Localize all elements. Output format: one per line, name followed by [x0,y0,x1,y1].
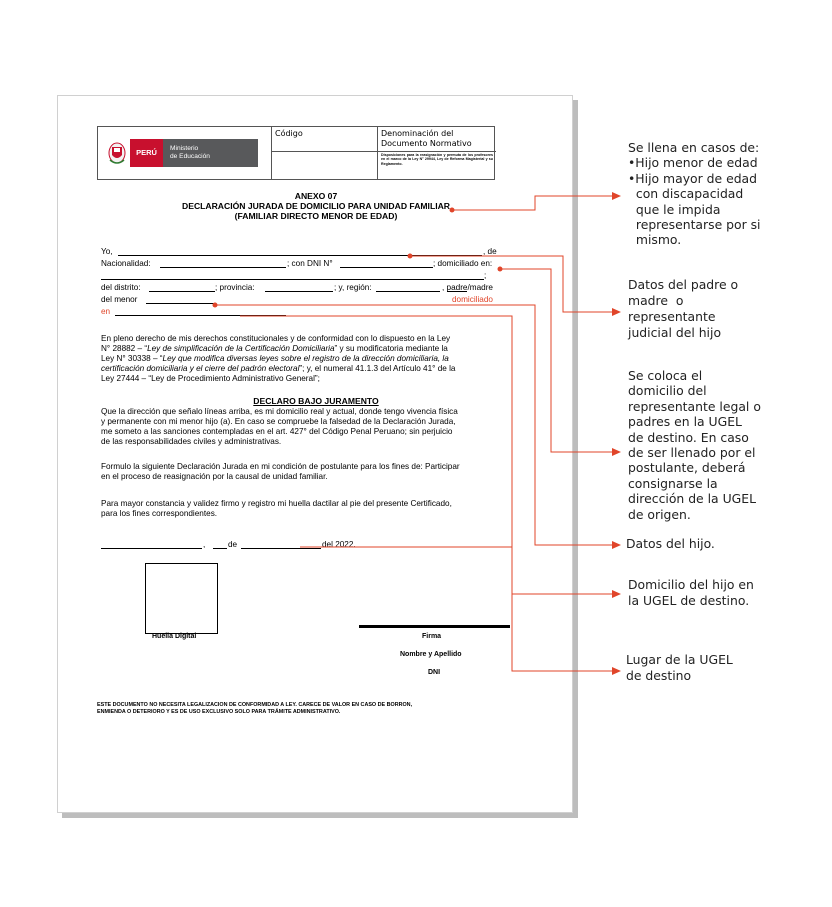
distrito-label: del distrito: [101,283,141,292]
note3-line: dirección de la UGEL [628,491,756,507]
arrow-3 [612,448,621,456]
note2-line: judicial del hijo [628,325,722,340]
date-comma: , [203,540,206,549]
note1-line: •Hijo mayor de edad [628,170,758,186]
para4-line2: para los fines correspondientes. [101,509,218,518]
dot-1 [450,208,455,213]
disposiciones-text: Disposiciones para la reasignación y permuta de los profesores en el marco de la Ley N° 29944, Ley de Reforma Magisterial y su Reglamento. [381,153,493,166]
note3-line: domicilio del [628,383,707,399]
denominacion-line2: Documento Normativo [381,139,472,148]
region-label: ; y, región: [334,283,372,292]
para1-line2: N° 28882 – “Ley de simplificación de la Certificación Domiciliaria” y su modificatoria mediante la [101,344,448,353]
note3-line: de origen. [628,506,691,522]
para2-line4: de las responsabilidades civiles y administrativas. [101,437,282,446]
note1-line: con discapacidad [628,186,744,202]
note1-line: •Hijo menor de edad [628,155,758,171]
note5-line: Domicilio del hijo en [628,577,754,592]
provincia-label: ; provincia: [215,283,255,292]
note-datos-padre [628,277,738,341]
note-se-llena [628,140,761,248]
note3-line: padres en la UGEL [628,414,742,430]
declaro-heading: DECLARO BAJO JURAMENTO [253,396,379,406]
arrow-1 [612,192,621,200]
para1-line1: En pleno derecho de mis derechos constitucionales y de conformidad con lo dispuesto en la Ley [101,334,451,343]
domicilio-semicolon: ; [484,271,487,280]
para1-line4: certificación domiciliaria y el cierre del padrón electoral”; y, el numeral 41.1.3 del Artículo 41° de la [101,364,456,373]
note3-line: consignarse la [628,475,718,491]
para2-line1: Que la dirección que señalo líneas arriba, es mi domicilio real y actual, donde tengo vivencia física [101,407,458,416]
peru-label: PERÚ [130,139,163,167]
arrow-2 [612,308,621,316]
note3-line: de destino. En caso [628,429,749,445]
note1-line: Se llena en casos de: [628,140,760,155]
dni-label: ; con DNI N° [287,259,333,268]
padre-madre-label: , padre/madre [442,283,493,292]
domiciliado-red-label: domiciliado [452,295,493,304]
note1-line: que le impida [628,201,721,217]
de-label: , de [483,247,497,256]
annex-title: ANEXO 07 [294,191,338,201]
para1-line5: Ley 27444 – “Ley de Procedimiento Administrativo General”; [101,374,320,383]
footer-line2: ENMIENDA O DETERIORO Y ES DE USO EXCLUSIVO SOLO PARA TRÁMITE ADMINISTRATIVO. [97,709,341,715]
menor-label: del menor [101,295,138,304]
para4-line1: Para mayor constancia y validez firmo y registro mi huella dactilar al pie del presente Certificado, [101,499,452,508]
note4-line: Datos del hijo. [626,536,715,551]
dot-2 [408,254,413,259]
note-domicilio-hijo [628,577,754,609]
arrow-5 [612,590,621,598]
domiciliado-label: ; domiciliado en: [433,259,493,268]
dot-3 [498,267,503,272]
declaration-subtitle: (FAMILIAR DIRECTO MENOR DE EDAD) [234,211,398,221]
dni-signature-label: DNI [428,669,441,676]
note3-line: representante legal o [628,398,761,414]
footer-line1: ESTE DOCUMENTO NO NECESITA LEGALIZACION DE CONFORMIDAD A LEY. CARECE DE VALOR EN CASO DE BORRON, [97,702,413,708]
connector-3 [500,269,612,452]
para2-line2: y permanente con mi menor hijo (a). En caso se compruebe la falsedad de la Declaración Jurada, [101,417,456,426]
huella-label: Huella Digital [152,633,197,640]
note-lugar-ugel [626,652,733,684]
para1-line3: Ley N° 30338 – “Ley que modifica diversas leyes sobre el registro de la dirección domiciliaria, la [101,354,449,363]
note3-line: postulante, deberá [628,460,746,476]
note2-line: representante [628,309,716,324]
nombre-label: Nombre y Apellido [400,651,462,658]
note2-line: Datos del padre o [628,277,739,292]
ministry-label-line2: de Educación [170,153,210,160]
para3-line1: Formulo la siguiente Declaración Jurada en mi condición de postulante para los fines de: Participar [101,462,460,471]
en-red-label: en [101,307,111,316]
arrow-6 [612,667,621,675]
dot-4 [213,303,218,308]
connector-1 [452,196,612,210]
note-domicilio-representante [628,368,761,522]
yo-label: Yo, [101,247,113,256]
date-year-label: del 2022. [322,540,356,549]
date-de-label: de [228,540,238,549]
para2-line3: me someto a las sanciones contempladas en el art. 427° del Código Penal Peruano; sin perjuicio [101,427,453,436]
note2-line: madre o [628,293,684,308]
codigo-label: Código [275,129,303,138]
note1-line: representarse por si [628,217,761,233]
firma-label: Firma [422,633,442,640]
note3-line: Se coloca el [628,368,703,383]
denominacion-line1: Denominación del [381,129,454,138]
connector-4 [215,305,612,545]
nacionalidad-label: Nacionalidad: [101,259,151,268]
note-datos-hijo [626,536,715,551]
note5-line: la UGEL de destino. [628,593,750,608]
para3-line2: en el proceso de reasignación por la causal de unidad familiar. [101,472,328,481]
ministry-label-line1: Ministerio [170,145,199,152]
declaration-title: DECLARACIÓN JURADA DE DOMICILIO PARA UNIDAD FAMILIAR [182,201,450,211]
arrow-4 [612,541,621,549]
connector-5 [240,316,612,594]
note6-line: de destino [626,668,692,683]
connector-6 [300,547,612,671]
note1-line: mismo. [628,232,682,248]
connector-2 [410,256,612,312]
note3-line: de ser llenado por el [628,445,756,461]
note6-line: Lugar de la UGEL [626,652,733,667]
